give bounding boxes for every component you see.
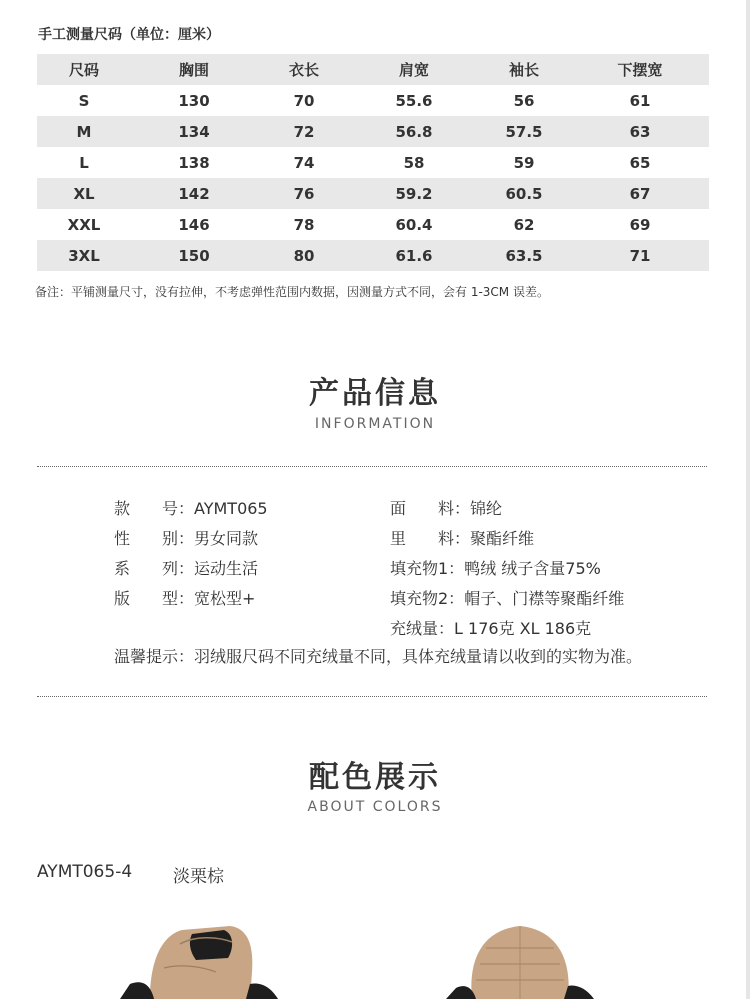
info-item-gender (114, 526, 258, 549)
table-cell: 146 (178, 215, 210, 234)
divider (37, 466, 707, 467)
header-chest: 胸围 (178, 61, 209, 79)
info-value: 鸭绒 绒子含量75% (464, 559, 601, 578)
table-cell: 76 (293, 184, 315, 203)
table-cell: 70 (293, 91, 315, 110)
info-value: 聚酯纤维 (470, 529, 535, 548)
table-cell: 60.4 (395, 215, 433, 234)
info-value: L 176克 XL 186克 (454, 619, 592, 638)
table-row (37, 240, 709, 271)
size-chart-title: 手工测量尺码（单位：厘米） (38, 27, 220, 43)
table-cell: 74 (293, 153, 315, 172)
table-cell: 65 (629, 153, 651, 172)
table-cell: 59.2 (395, 184, 433, 203)
colorway-code: AYMT065-4 (37, 862, 133, 882)
table-cell: 130 (178, 91, 210, 110)
table-row (37, 209, 709, 240)
page-edge-strip (746, 0, 750, 999)
table-row (37, 85, 709, 116)
info-label: 充绒量： (390, 619, 455, 638)
info-item-series (114, 556, 258, 579)
table-cell: XXL (67, 215, 101, 234)
table-row (37, 147, 709, 178)
info-label: 填充物2： (390, 589, 465, 608)
info-item-lining (390, 526, 534, 549)
table-cell: 60.5 (505, 184, 543, 203)
table-cell: 56 (513, 91, 535, 110)
jacket-front-image (120, 924, 280, 999)
table-cell: 63.5 (505, 246, 543, 265)
info-value: 帽子、门襟等聚酯纤维 (464, 589, 625, 608)
table-cell: S (78, 91, 90, 110)
info-item-filling-2 (390, 586, 624, 609)
table-cell: 134 (178, 122, 210, 141)
info-value: 锦纶 (470, 499, 503, 518)
table-row (37, 116, 709, 147)
table-cell: 71 (629, 246, 651, 265)
header-hem: 下摆宽 (617, 61, 663, 79)
jacket-back-image (440, 924, 600, 999)
jacket-front-hood-lining (190, 930, 232, 960)
size-chart-note: 备注：平铺测量尺寸，没有拉伸，不考虑弹性范围内数据，因测量方式不同，会有 1-3CM 误差。 (35, 285, 549, 299)
info-label: 面 料： (390, 499, 471, 518)
header-size: 尺码 (68, 61, 99, 79)
table-cell: 3XL (68, 246, 100, 265)
table-cell: M (76, 122, 92, 141)
info-value: 宽松型+ (194, 589, 256, 608)
table-cell: 72 (293, 122, 315, 141)
table-cell: 61.6 (395, 246, 433, 265)
info-tip: 温馨提示：羽绒服尺码不同充绒量不同，具体充绒量请以收到的实物为准。 (114, 647, 643, 666)
table-cell: 55.6 (395, 91, 433, 110)
info-label: 版 型： (114, 589, 195, 608)
table-cell: 78 (293, 215, 315, 234)
info-label: 款 号： (114, 499, 195, 518)
table-cell: 138 (178, 153, 210, 172)
table-cell: 59 (513, 153, 535, 172)
size-chart-header-row (37, 54, 709, 85)
table-cell: 69 (629, 215, 651, 234)
info-value: 男女同款 (194, 529, 259, 548)
table-cell: 61 (629, 91, 651, 110)
header-length: 衣长 (288, 61, 319, 79)
table-cell: 142 (178, 184, 210, 203)
info-item-fit (114, 586, 255, 609)
header-sleeve: 袖长 (508, 61, 539, 79)
colors-title: 配色展示 (309, 760, 441, 795)
table-cell: XL (73, 184, 95, 203)
table-cell: L (79, 153, 89, 172)
table-cell: 67 (629, 184, 651, 203)
divider (37, 696, 707, 697)
info-label: 填充物1： (390, 559, 465, 578)
jacket-front-shoulder (120, 982, 154, 999)
info-value: 运动生活 (194, 559, 259, 578)
info-item-fill-weight (390, 616, 591, 639)
size-chart-table (37, 54, 709, 271)
info-value: AYMT065 (194, 499, 268, 518)
table-cell: 80 (293, 246, 315, 265)
table-cell: 63 (629, 122, 651, 141)
table-cell: 150 (178, 246, 210, 265)
table-cell: 58 (403, 153, 425, 172)
table-cell: 62 (513, 215, 535, 234)
product-info-subtitle: INFORMATION (314, 416, 436, 432)
table-cell: 57.5 (505, 122, 543, 141)
info-label: 系 列： (114, 559, 195, 578)
info-label: 里 料： (390, 529, 471, 548)
info-label: 性 别： (114, 529, 195, 548)
header-shoulder: 肩宽 (398, 61, 429, 79)
info-item-style-no (114, 496, 268, 519)
colorway-name: 淡栗棕 (173, 867, 224, 887)
info-item-filling-1 (390, 556, 601, 579)
table-row (37, 178, 709, 209)
info-item-fabric (390, 496, 502, 519)
product-info-title: 产品信息 (309, 376, 441, 411)
colors-subtitle: ABOUT COLORS (307, 799, 443, 815)
table-cell: 56.8 (395, 122, 433, 141)
